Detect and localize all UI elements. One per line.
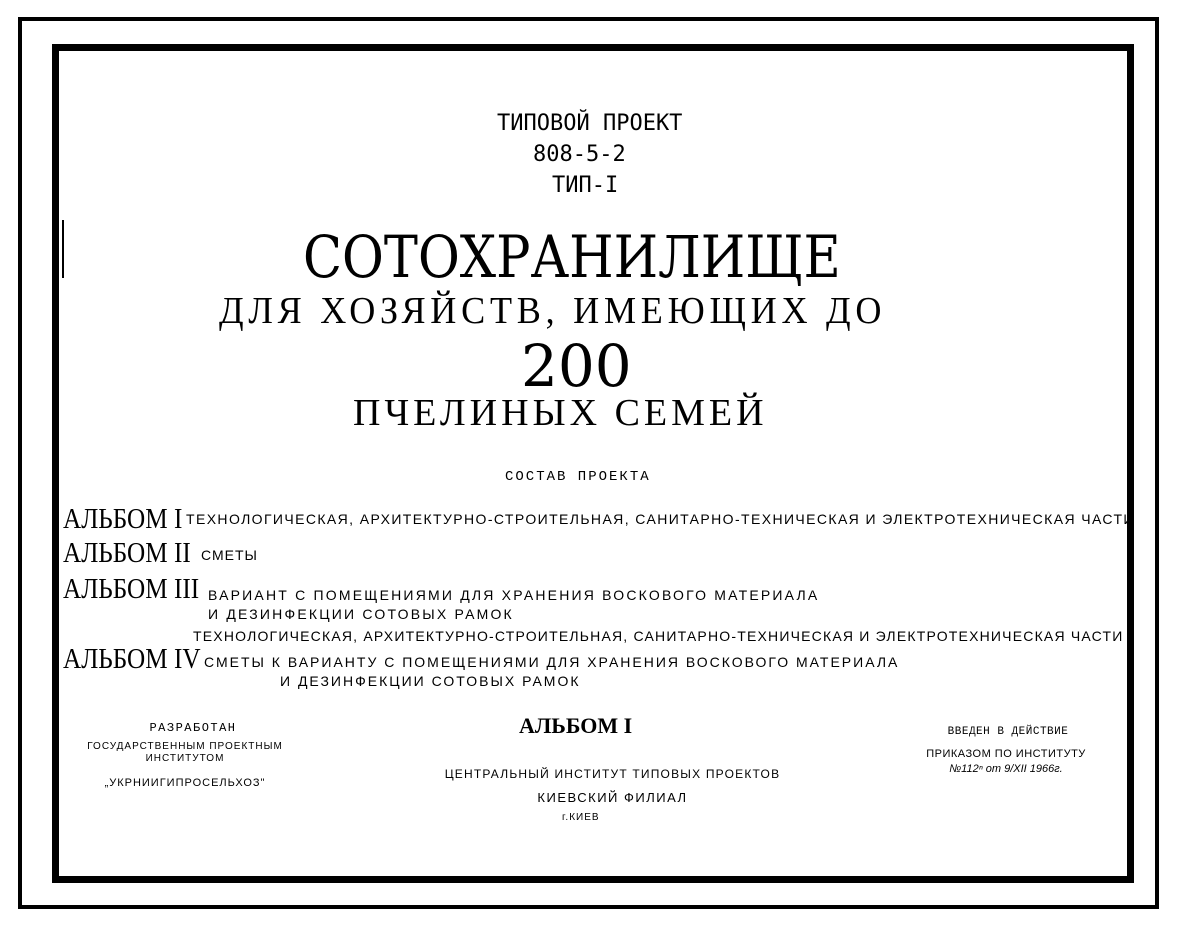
- album-3-line-2: И ДЕЗИНФЕКЦИИ СОТОВЫХ РАМОК: [208, 606, 514, 622]
- publisher-line-1: ЦЕНТРАЛЬНЫЙ ИНСТИТУТ ТИПОВЫХ ПРОЕКТОВ: [444, 767, 781, 781]
- publisher-line-3: г.КИЕВ: [562, 812, 600, 823]
- album-2-line-1: СМЕТЫ: [201, 547, 258, 563]
- developer-line-1: ГОСУДАРСТВЕННЫМ ПРОЕКТНЫМ: [87, 741, 283, 752]
- album-1-label: АЛЬБОМ I: [63, 504, 183, 535]
- album-stamp: АЛЬБОМ I: [519, 713, 633, 738]
- album-3-line-3: ТЕХНОЛОГИЧЕСКАЯ, АРХИТЕКТУРНО-СТРОИТЕЛЬНАЯ, САНИТАРНО-ТЕХНИЧЕСКАЯ И ЭЛЕКТРОТЕХНИЧЕСКАЯ ЧАСТИ: [193, 628, 1124, 644]
- margin-mark: [62, 220, 64, 278]
- title-line-1: СОТОХРАНИЛИЩЕ: [303, 223, 841, 291]
- album-4-line-1: СМЕТЫ К ВАРИАНТУ С ПОМЕЩЕНИЯМИ ДЛЯ ХРАНЕНИЯ ВОСКОВОГО МАТЕРИАЛА: [204, 654, 900, 670]
- album-4-label: АЛЬБОМ IV: [63, 644, 201, 675]
- project-type: ТИП-I: [552, 173, 619, 198]
- typical-project-label: ТИПОВОЙ ПРОЕКТ: [497, 111, 683, 136]
- developer-line-3: „УКРНИИГИПРОСЕЛЬХОЗ": [104, 777, 266, 789]
- title-line-4: ПЧЕЛИНЫХ СЕМЕЙ: [353, 392, 768, 434]
- album-4-line-2: И ДЕЗИНФЕКЦИИ СОТОВЫХ РАМОК: [280, 673, 581, 689]
- developer-line-2: ИНСТИТУТОМ: [145, 753, 225, 764]
- project-number: 808-5-2: [533, 142, 626, 167]
- album-1-line-1: ТЕХНОЛОГИЧЕСКАЯ, АРХИТЕКТУРНО-СТРОИТЕЛЬНАЯ, САНИТАРНО-ТЕХНИЧЕСКАЯ И ЭЛЕКТРОТЕХНИЧЕСКАЯ ЧАСТИ: [186, 511, 1135, 527]
- developer-heading: РАЗРАБОТАН: [149, 721, 237, 735]
- enacted-heading: ВВЕДЕН В ДЕЙСТВИЕ: [947, 726, 1069, 738]
- title-line-3: 200: [521, 332, 632, 400]
- title-line-2: ДЛЯ ХОЗЯЙСТВ, ИМЕЮЩИХ ДО: [219, 290, 887, 332]
- enacted-line-2: №112ⁿ от 9/XII 1966г.: [949, 763, 1063, 775]
- album-3-line-1: ВАРИАНТ С ПОМЕЩЕНИЯМИ ДЛЯ ХРАНЕНИЯ ВОСКОВОГО МАТЕРИАЛА: [208, 587, 820, 603]
- album-2-label: АЛЬБОМ II: [63, 538, 191, 569]
- enacted-line-1: ПРИКАЗОМ ПО ИНСТИТУТУ: [926, 748, 1086, 760]
- publisher-line-2: КИЕВСКИЙ ФИЛИАЛ: [537, 790, 688, 805]
- album-3-label: АЛЬБОМ III: [63, 574, 200, 605]
- composition-heading: СОСТАВ ПРОЕКТА: [505, 469, 651, 485]
